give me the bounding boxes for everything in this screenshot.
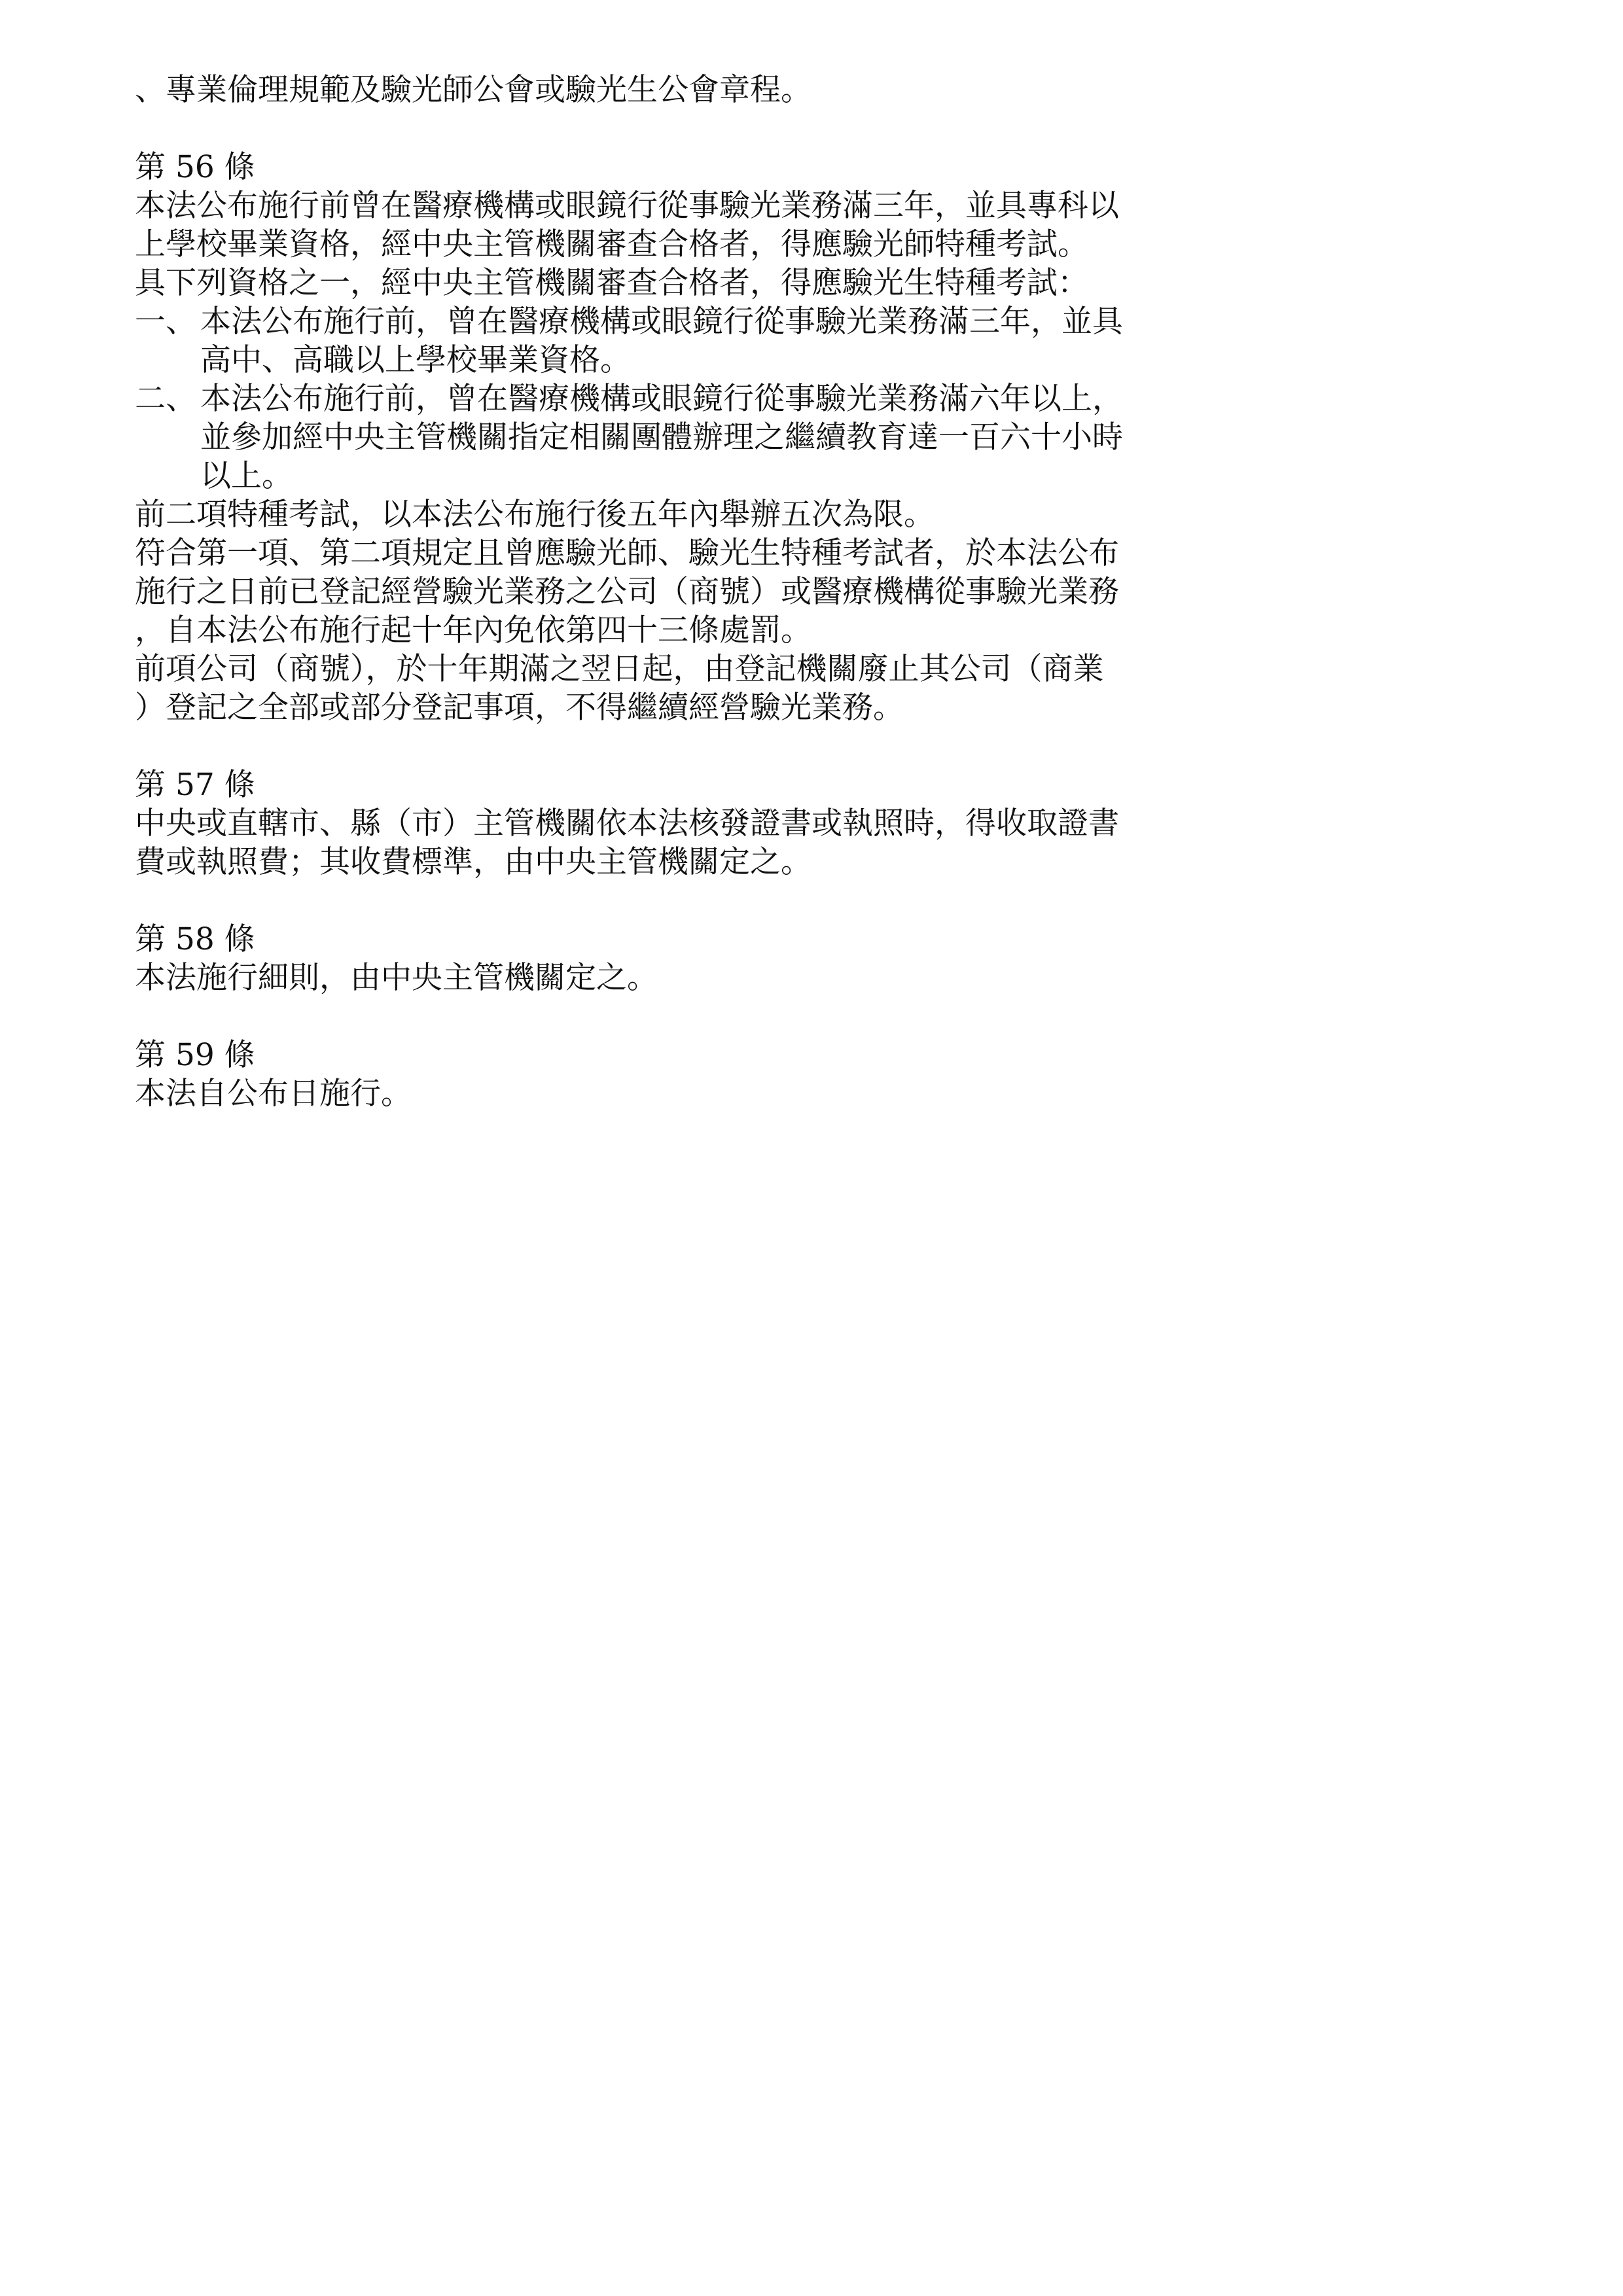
item-2-line-2: 並參加經中央主管機關指定相關團體辦理之繼續教育達一百六十小時 [200,419,1123,455]
item-2-line-1: 本法公布施行前，曾在醫療機構或眼鏡行從事驗光業務滿六年以上， [200,381,1123,417]
article-57-para-1-line-1: 中央或直轄市、縣（市）主管機關依本法核發證書或執照時，得收取證書 [135,805,1119,841]
article-57-heading: 第 57 條 [135,767,255,803]
article-56-para-3: 前二項特種考試，以本法公布施行後五年內舉辦五次為限。 [135,497,935,533]
article-56-para-5-line-1: 前項公司（商號），於十年期滿之翌日起，由登記機關廢止其公司（商業 [135,651,1104,687]
item-1-body [200,302,1208,380]
article-56-para-4-line-3: ，自本法公布施行起十年內免依第四十三條處罰。 [135,612,812,648]
article-56-para-4-line-2: 施行之日前已登記經營驗光業務之公司（商號）或醫療機構從事驗光業務 [135,574,1119,610]
article-56-para-4-line-1: 符合第一項、第二項規定且曾應驗光師、驗光生特種考試者，於本法公布 [135,535,1119,571]
item-2-body [200,380,1208,495]
spacer [135,881,1208,920]
item-1-line-1: 本法公布施行前，曾在醫療機構或眼鏡行從事驗光業務滿三年，並具 [200,304,1123,340]
item-2-number: 二、 [135,381,196,417]
article-56-para-1-line-2: 上學校畢業資格，經中央主管機關審查合格者，得應驗光師特種考試。 [135,226,1088,262]
article-58-heading: 第 58 條 [135,921,255,957]
document-page [135,71,1208,1113]
spacer [135,997,1208,1036]
article-58-para-1: 本法施行細則，由中央主管機關定之。 [135,960,658,996]
item-2-line-3: 以上。 [200,458,293,494]
article-59-heading: 第 59 條 [135,1037,255,1073]
article-56-para-2: 具下列資格之一，經中央主管機關審查合格者，得應驗光生特種考試： [135,265,1088,301]
article-59-para-1: 本法自公布日施行。 [135,1076,412,1112]
article-56-para-1-line-1: 本法公布施行前曾在醫療機構或眼鏡行從事驗光業務滿三年，並具專科以 [135,188,1119,224]
article-56-heading: 第 56 條 [135,149,255,185]
article-56-item-2 [135,380,1208,495]
item-1-number: 一、 [135,304,196,340]
item-1-line-2: 高中、高職以上學校畢業資格。 [200,342,631,378]
continuation-text: 、專業倫理規範及驗光師公會或驗光生公會章程。 [135,72,812,108]
article-56-item-1 [135,302,1208,380]
article-57-para-1-line-2: 費或執照費；其收費標準，由中央主管機關定之。 [135,844,812,880]
article-56-para-5-line-2: ）登記之全部或部分登記事項，不得繼續經營驗光業務。 [135,690,904,726]
spacer [135,109,1208,148]
spacer [135,727,1208,766]
